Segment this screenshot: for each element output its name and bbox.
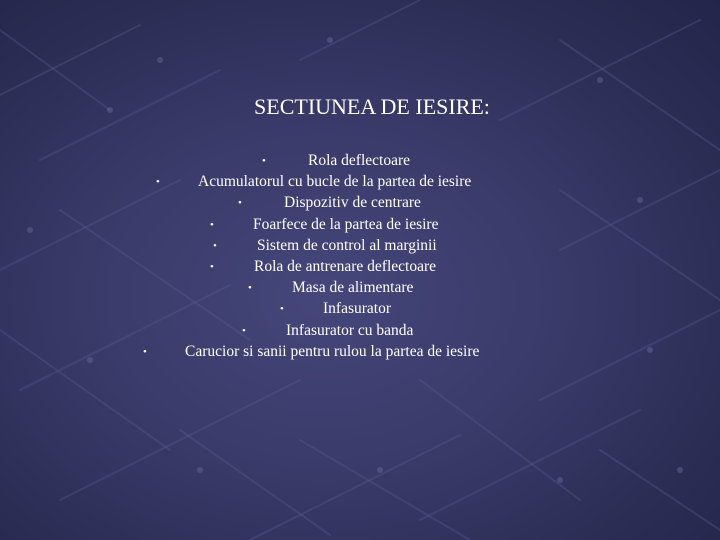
bullet-text: Rola de antrenare deflectoare — [254, 257, 437, 275]
bullet-item — [0, 171, 720, 192]
bullet-dot-icon: • — [248, 282, 252, 295]
bullet-text: Foarfece de la partea de iesire — [253, 215, 439, 233]
bullet-text: Infasurator — [323, 300, 391, 318]
bullet-item — [0, 150, 720, 171]
bullet-dot-icon: • — [262, 155, 266, 167]
bullet-dot-icon: • — [280, 303, 284, 316]
bullet-dot-icon: • — [238, 197, 242, 210]
bullet-item — [0, 320, 720, 341]
bullet-item — [0, 256, 720, 277]
bullet-item — [0, 214, 720, 235]
bullet-dot-icon: • — [242, 324, 246, 337]
bullet-dot-icon: • — [213, 239, 217, 252]
bullet-item — [0, 277, 720, 298]
bullet-dot-icon: • — [156, 176, 160, 189]
bullet-dot-icon: • — [210, 260, 214, 273]
bullet-text: Carucior si sanii pentru rulou la partea de iesire — [185, 342, 480, 360]
bullet-item — [0, 298, 720, 319]
bullet-text: Masa de alimentare — [292, 279, 414, 297]
bullet-text: Acumulatorul cu bucle de la partea de iesire — [198, 173, 472, 191]
bullet-text: Dispozitiv de centrare — [284, 194, 421, 212]
bullet-text: Sistem de control al marginii — [257, 236, 437, 254]
bullet-text: Rola deflectoare — [308, 152, 410, 169]
bullet-item — [0, 192, 720, 213]
bullet-dot-icon: • — [210, 218, 214, 231]
bullet-item — [0, 341, 720, 362]
slide-title: SECTIUNEA DE IESIRE: — [254, 94, 490, 119]
bullet-dot-icon: • — [143, 345, 147, 358]
bullet-text: Infasurator cu banda — [286, 321, 414, 339]
bullet-item — [0, 235, 720, 256]
bullet-list — [0, 150, 720, 362]
